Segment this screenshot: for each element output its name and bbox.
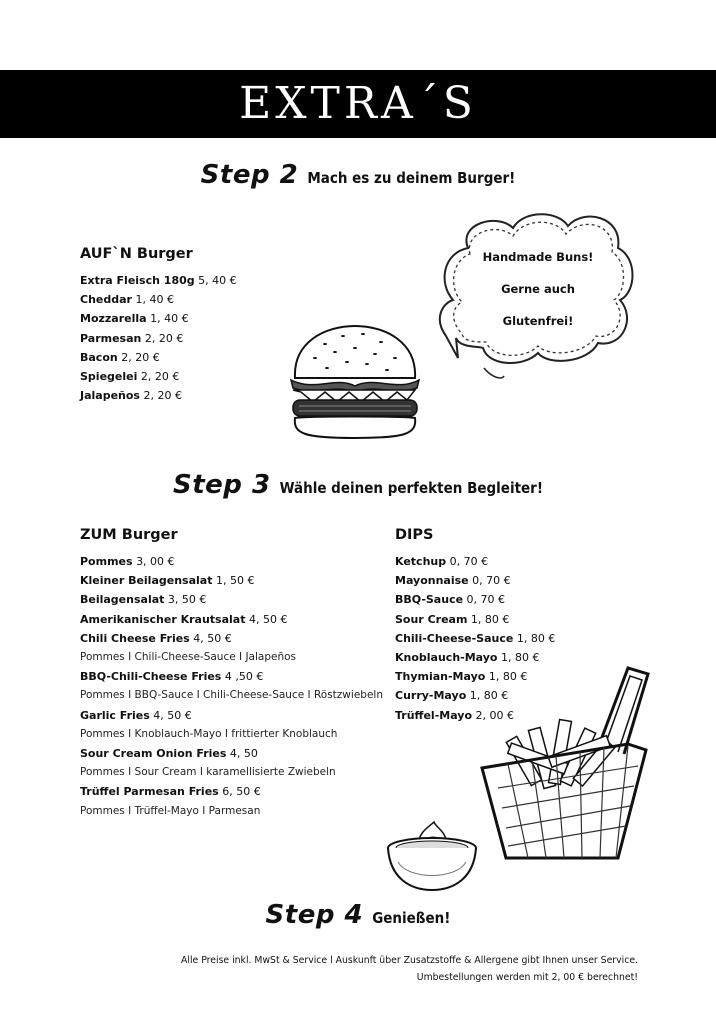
menu-item-description: Pommes I Trüffel-Mayo I Parmesan [80, 804, 261, 817]
menu-item [80, 386, 237, 405]
cloud-line-3: Glutenfrei! [502, 314, 574, 328]
menu-item-description: Pommes I Chili-Cheese-Sauce I Jalapeños [80, 651, 297, 664]
menu-item-name: Sour Cream [395, 612, 468, 626]
menu-item-name: Spiegelei [80, 370, 138, 384]
menu-item [80, 706, 383, 725]
menu-item [395, 610, 555, 629]
step-4-text: Genießen! [372, 909, 451, 927]
menu-item-price: 0, 70 € [449, 555, 489, 568]
fries-basket-illustration [475, 658, 658, 868]
menu-item-name: Garlic Fries [80, 708, 150, 722]
menu-item-name: Beilagensalat [80, 593, 165, 607]
menu-item [80, 629, 383, 648]
footer-reorder-note: Umbestellungen werden mit 2, 00 € berechnet! [416, 972, 638, 983]
sides-list [80, 552, 383, 821]
menu-item-price: 1, 80 € [488, 670, 528, 684]
menu-item-name: Chili-Cheese-Sauce [395, 631, 514, 645]
step-2-text: Mach es zu deinem Burger! [307, 169, 516, 187]
menu-item-price: 4, 50 € [193, 631, 232, 645]
footer-price-note: Alle Preise inkl. MwSt & Service l Auskunft über Zusatzstoffe & Allergene gibt Ihnen unser Service. [181, 955, 638, 966]
menu-item-name: Extra Fleisch 180g [80, 274, 195, 287]
menu-item [80, 590, 383, 609]
menu-item-name: Kleiner Beilagensalat [80, 574, 213, 588]
menu-item-price: 3, 50 € [167, 593, 207, 607]
menu-item-name: Mozzarella [80, 312, 147, 326]
menu-item-name: Amerikanischer Krautsalat [80, 612, 246, 626]
menu-item-name: Bacon [80, 350, 118, 364]
menu-item-description: Pommes I BBQ-Sauce I Chili-Cheese-Sauce I Röstzwiebeln [80, 689, 383, 702]
menu-item-price: 2, 20 € [121, 350, 160, 364]
speech-cloud-icon [438, 208, 638, 384]
menu-item-name: Thymian-Mayo [395, 670, 486, 684]
menu-item-name: Trüffel-Mayo [395, 708, 473, 722]
menu-item-name: Knoblauch-Mayo [395, 651, 498, 665]
menu-item-price: 1, 80 € [501, 651, 540, 665]
menu-item [80, 667, 383, 686]
menu-item-name: Jalapeños [80, 389, 140, 403]
menu-item-price: 4, 50 € [153, 708, 192, 722]
menu-item [395, 571, 555, 590]
menu-item-description: Pommes I Knoblauch-Mayo I frittierter Knoblauch [80, 727, 338, 740]
step-2-label: Step 2 [200, 160, 299, 190]
step-3-heading [0, 470, 716, 500]
menu-item-price: 2, 00 € [475, 708, 515, 722]
title-banner [0, 70, 716, 138]
menu-item-name: Sour Cream Onion Fries [80, 747, 227, 761]
menu-item-price: 0, 70 € [466, 593, 506, 607]
step-4-label: Step 4 [265, 900, 364, 930]
menu-item [80, 348, 237, 367]
burger-illustration [285, 322, 425, 440]
menu-item [80, 290, 237, 309]
menu-item-price: 4, 50 € [248, 612, 288, 626]
menu-item-price: 1, 80 € [470, 612, 510, 626]
menu-item-price: 2, 20 € [143, 389, 182, 403]
step-3-label: Step 3 [173, 470, 271, 500]
menu-item-name: Curry-Mayo [395, 689, 467, 703]
step-4-heading [0, 900, 716, 930]
menu-item [80, 552, 383, 571]
menu-item [80, 571, 383, 590]
menu-item-price: 1, 40 € [150, 312, 189, 326]
menu-item [395, 629, 555, 648]
step-2-heading [0, 160, 716, 190]
menu-item [80, 309, 237, 328]
cloud-line-1: Handmade Buns! [482, 250, 594, 264]
menu-item-price: 0, 70 € [472, 574, 511, 588]
burger-extras-list [80, 271, 237, 405]
dips-heading: DIPS [395, 527, 434, 543]
menu-item-price: 3, 00 € [136, 555, 175, 568]
menu-item-description: Pommes I Sour Cream I karamellisierte Zwiebeln [80, 766, 336, 779]
menu-item-name: BBQ-Chili-Cheese Fries [80, 670, 222, 684]
menu-item-name: BBQ-Sauce [395, 593, 464, 607]
step-3-text: Wähle deinen perfekten Begleiter! [279, 479, 543, 497]
menu-item [80, 367, 237, 386]
burger-extras-heading: AUF`N Burger [80, 246, 193, 262]
menu-item-price: 1, 40 € [135, 293, 174, 307]
menu-item-name: Mayonnaise [395, 574, 469, 588]
menu-item-name: Parmesan [80, 331, 142, 345]
menu-item [80, 782, 383, 801]
menu-item [80, 610, 383, 629]
menu-item [80, 329, 237, 348]
menu-item-price: 1, 50 € [215, 574, 255, 588]
menu-item-price: 6, 50 € [222, 785, 261, 799]
menu-item-price: 5, 40 € [198, 274, 237, 287]
menu-item-price: 2, 20 € [144, 331, 184, 345]
menu-item-name: Trüffel Parmesan Fries [80, 785, 219, 799]
dip-bowl-illustration [384, 818, 480, 894]
menu-item [80, 271, 237, 290]
menu-item-price: 4, 50 [229, 747, 258, 761]
menu-item [80, 744, 383, 763]
menu-item-name: Pommes [80, 555, 133, 568]
menu-item-name: Chili Cheese Fries [80, 631, 190, 645]
menu-item [395, 552, 555, 571]
menu-item-price: 1, 80 € [469, 689, 509, 703]
menu-item-price: 1, 80 € [516, 631, 556, 645]
sides-heading: ZUM Burger [80, 527, 178, 543]
menu-item-price: 4 ,50 € [224, 670, 264, 684]
menu-item [395, 590, 555, 609]
menu-item-name: Ketchup [395, 555, 447, 568]
cloud-line-2: Gerne auch [501, 282, 575, 296]
page-title: EXTRA´S [239, 78, 477, 129]
menu-item-name: Cheddar [80, 293, 132, 307]
menu-item-price: 2, 20 € [140, 370, 180, 384]
